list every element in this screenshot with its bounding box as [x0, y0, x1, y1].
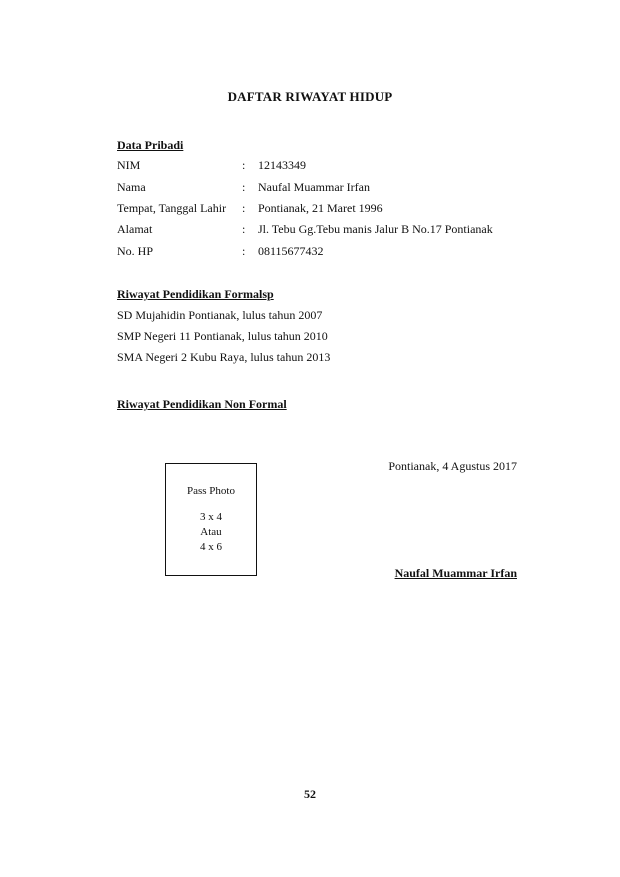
row-colon: : [242, 158, 246, 172]
photo-title: Pass Photo [187, 485, 235, 497]
row-value: 12143349 [258, 158, 306, 172]
row-colon: : [242, 244, 246, 258]
signature-name: Naufal Muammar Irfan [394, 566, 517, 580]
photo-size: 3 x 4 [200, 511, 222, 523]
photo-or: Atau [200, 526, 222, 538]
row-colon: : [242, 201, 246, 215]
photo-alt-size: 4 x 6 [200, 541, 222, 553]
place-date: Pontianak, 4 Agustus 2017 [388, 459, 517, 473]
row-colon: : [242, 222, 246, 236]
row-colon: : [242, 180, 246, 194]
row-label: Alamat [117, 222, 153, 236]
education-item-senior-high: SMA Negeri 2 Kubu Raya, lulus tahun 2013 [117, 350, 331, 364]
row-value: Naufal Muammar Irfan [258, 180, 370, 194]
document-title: DAFTAR RIWAYAT HIDUP [227, 89, 393, 104]
personal-data-heading: Data Pribadi [117, 138, 184, 152]
row-label: Tempat, Tanggal Lahir [117, 201, 227, 215]
row-label: No. HP [117, 244, 154, 258]
education-item-junior-high: SMP Negeri 11 Pontianak, lulus tahun 2010 [117, 329, 328, 343]
row-value: Jl. Tebu Gg.Tebu manis Jalur B No.17 Pontianak [258, 222, 493, 236]
row-label: NIM [117, 158, 141, 172]
formal-education-heading: Riwayat Pendidikan Formalsp [117, 287, 274, 301]
page-number: 52 [304, 787, 316, 801]
row-label: Nama [117, 180, 146, 194]
education-item-elementary: SD Mujahidin Pontianak, lulus tahun 2007 [117, 308, 323, 322]
row-value: 08115677432 [258, 244, 324, 258]
pass-photo-box [165, 463, 257, 576]
nonformal-education-heading: Riwayat Pendidikan Non Formal [117, 397, 287, 411]
row-value: Pontianak, 21 Maret 1996 [258, 201, 383, 215]
